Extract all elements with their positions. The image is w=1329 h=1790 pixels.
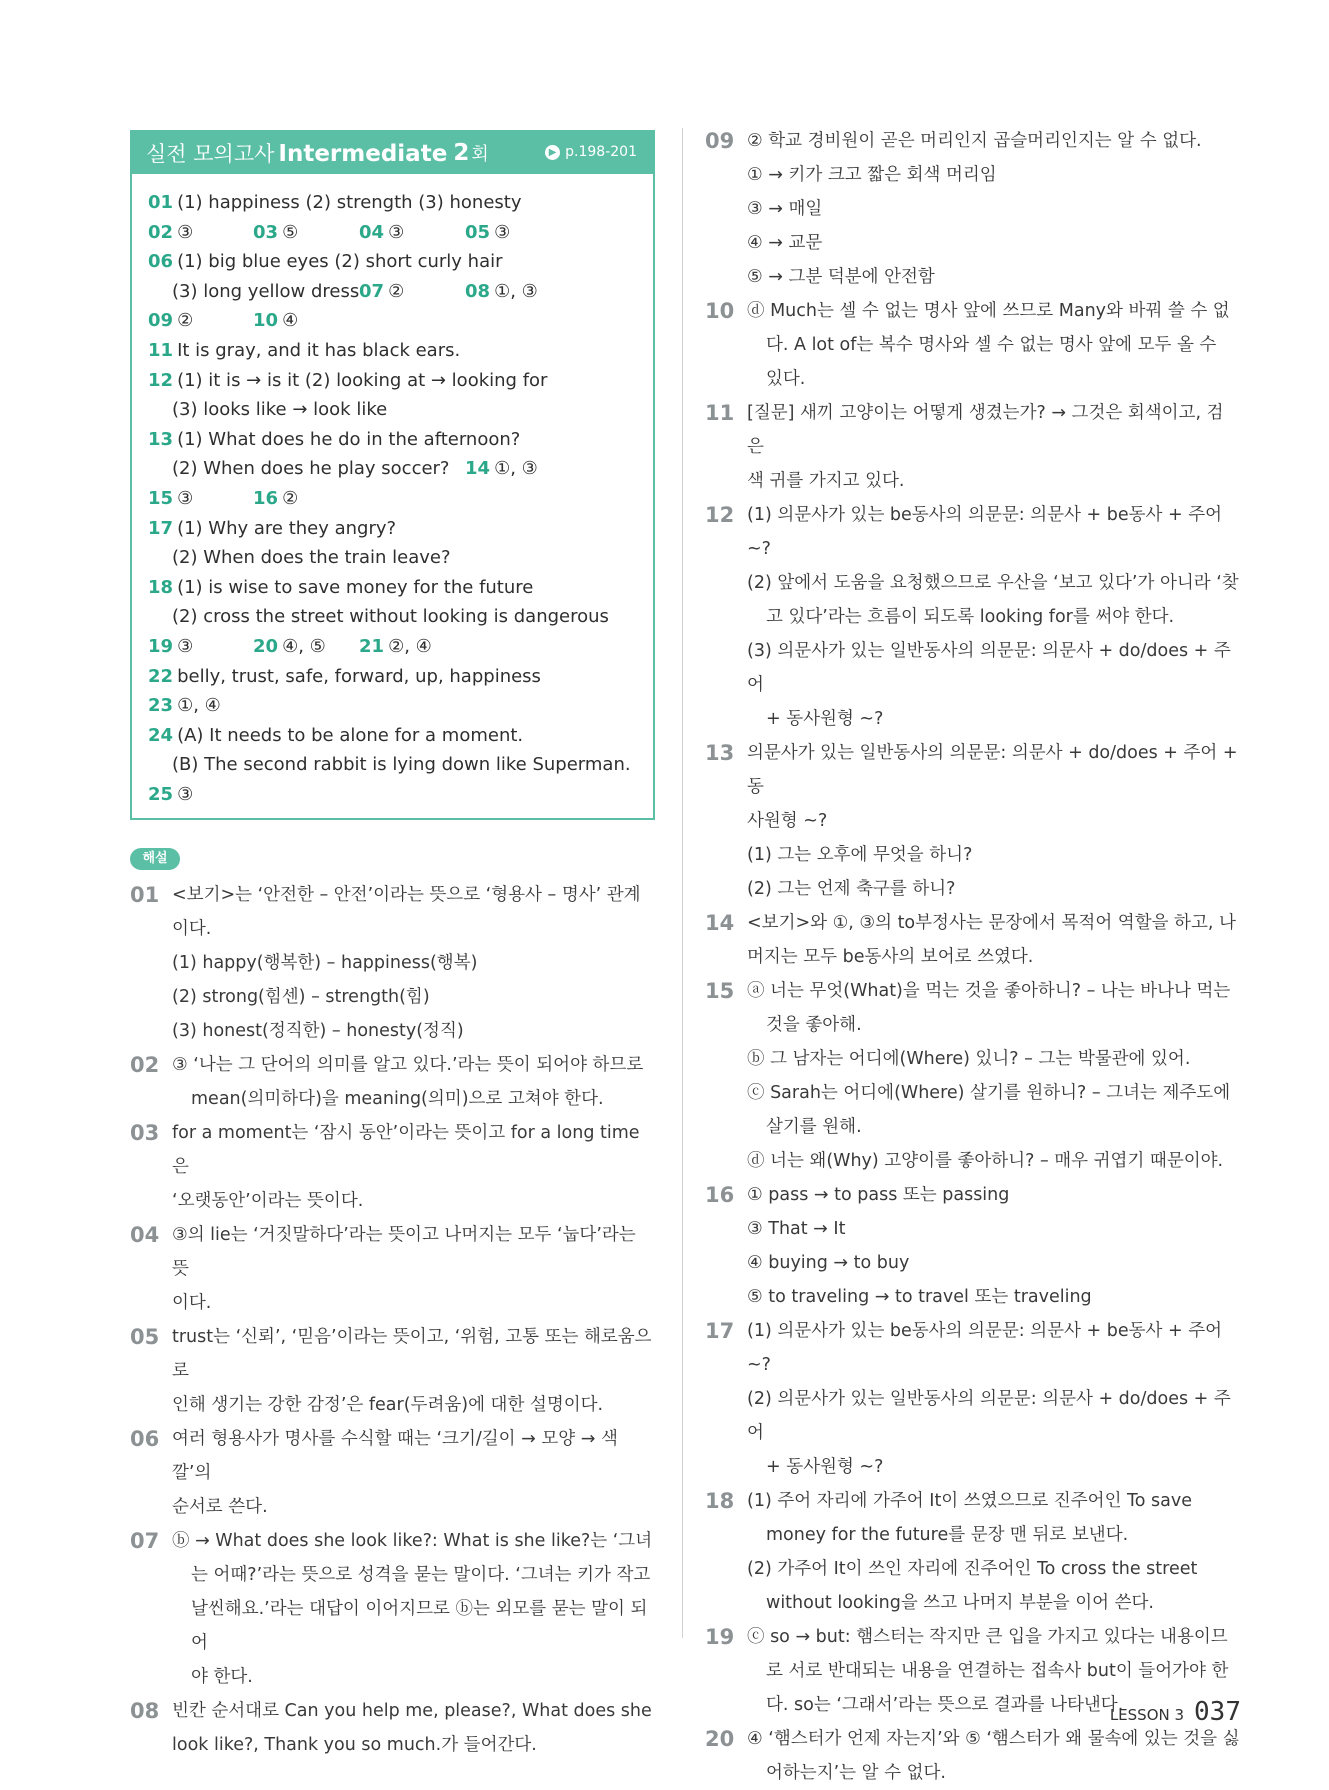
answer-item xyxy=(465,218,510,248)
explanation-entry xyxy=(130,878,655,1048)
answer-item xyxy=(148,484,193,514)
explanation-entry xyxy=(705,906,1240,974)
explanation-entry xyxy=(130,1694,655,1762)
explanation-line: 사원형 ~? xyxy=(747,811,828,831)
explanation-line: 다. so는 ‘그래서’라는 뜻으로 결과를 나타낸다. xyxy=(766,1695,1124,1715)
answer-row xyxy=(148,454,637,484)
page-reference: ▶ p.198-201 xyxy=(545,144,637,160)
explanation-entry xyxy=(705,498,1240,736)
column-divider xyxy=(682,128,683,1638)
answer-text: (2) cross the street without looking is dangerous xyxy=(172,606,609,628)
answer-number: 14 xyxy=(465,458,491,480)
explanation-line: ③ That → It xyxy=(747,1219,846,1239)
answer-text: It is gray, and it has black ears. xyxy=(177,339,461,361)
answer-item xyxy=(359,218,404,248)
answer-number: 06 xyxy=(148,251,174,273)
answer-row xyxy=(148,573,637,603)
answer-item xyxy=(253,632,326,662)
explanation-line: 야 한다. xyxy=(191,1667,253,1687)
explanation-line: without looking을 쓰고 나머지 부분을 이어 쓴다. xyxy=(766,1593,1154,1613)
explanation-line: ⓓ Much는 셀 수 없는 명사 앞에 쓰므로 Many와 바꿔 쓸 수 없 xyxy=(747,301,1230,321)
question-number: 13 xyxy=(705,741,735,765)
answer-row xyxy=(148,780,637,810)
question-number: 16 xyxy=(705,1183,735,1207)
explanation-line: ⓒ so → but: 햄스터는 작지만 큰 입을 가지고 있다는 내용이므 xyxy=(747,1627,1228,1647)
answer-row xyxy=(148,662,637,692)
explanation-line: look like?, Thank you so much.가 들어간다. xyxy=(172,1735,537,1755)
explanation-line: 살기를 원해. xyxy=(766,1117,862,1137)
test-number: 2 xyxy=(453,140,470,166)
explanation-line: (2) 그는 언제 축구를 하니? xyxy=(747,879,956,899)
answer-number: 08 xyxy=(465,280,491,302)
answer-text: (B) The second rabbit is lying down like Superman. xyxy=(172,754,631,776)
answer-item xyxy=(172,454,450,484)
answer-item xyxy=(172,750,631,780)
answer-item xyxy=(148,366,547,396)
explanation-subline: ① → 키가 크고 짧은 회색 머리임 xyxy=(747,165,997,185)
explanation-line: for a moment는 ‘잠시 동안’이라는 뜻이고 for a long time은 xyxy=(172,1123,640,1177)
explanation-line: 는 어때?’라는 뜻으로 성격을 묻는 말이다. ‘그녀는 키가 작고 xyxy=(191,1565,651,1585)
answer-item xyxy=(172,543,451,573)
answer-text: (3) looks like → look like xyxy=(172,399,388,421)
explanation-line: 의문사가 있는 일반동사의 의문문: 의문사 + do/does + 주어 + 동 xyxy=(747,743,1238,797)
answer-number: 05 xyxy=(465,221,491,243)
explanation-line: trust는 ‘신뢰’, ‘믿음’이라는 뜻이고, ‘위험, 고통 또는 해로움으로 xyxy=(172,1327,652,1381)
explanation-line: (2) 의문사가 있는 일반동사의 의문문: 의문사 + do/does + 주어 xyxy=(747,1389,1231,1443)
answer-key-header xyxy=(132,132,653,174)
explanation-line: 이다. xyxy=(172,1293,212,1313)
explanation-line: (2) 앞에서 도움을 요청했으므로 우산을 ‘보고 있다’가 아니라 ‘찾 xyxy=(747,573,1239,593)
explanation-line: ⓐ 너는 무엇(What)을 먹는 것을 좋아하니? – 나는 바나나 먹는 xyxy=(747,981,1231,1001)
answer-text: (3) long yellow dress xyxy=(172,280,360,302)
answer-row xyxy=(148,395,637,425)
answer-number: 11 xyxy=(148,339,174,361)
answer-row xyxy=(148,721,637,751)
explanation-line: (2) 가주어 It이 쓰인 자리에 진주어인 To cross the street xyxy=(747,1559,1198,1579)
explanation-line: (1) 그는 오후에 무엇을 하니? xyxy=(747,845,973,865)
answer-number: 13 xyxy=(148,428,174,450)
answer-number: 09 xyxy=(148,310,174,332)
answer-item xyxy=(465,454,538,484)
answer-text: ③ xyxy=(388,221,405,243)
explanation-entry xyxy=(130,1320,655,1422)
answer-text: (2) When does he play soccer? xyxy=(172,458,450,480)
answer-item xyxy=(148,188,522,218)
explanation-entry xyxy=(705,736,1240,906)
answer-text: ③ xyxy=(177,635,194,657)
answer-item xyxy=(172,602,609,632)
explanation-line: ⓑ → What does she look like?: What is she like?는 ‘그녀 xyxy=(172,1531,653,1551)
answer-row xyxy=(148,188,637,218)
question-number: 08 xyxy=(130,1699,160,1723)
explanation-entry xyxy=(705,1314,1240,1484)
explanation-line: + 동사원형 ~? xyxy=(766,709,884,729)
explanation-entry xyxy=(130,1422,655,1524)
answer-item xyxy=(148,218,193,248)
answer-item xyxy=(359,632,432,662)
answer-number: 16 xyxy=(253,487,279,509)
explanation-line: + 동사원형 ~? xyxy=(766,1457,884,1477)
answer-text: ③ xyxy=(177,221,194,243)
answer-number: 01 xyxy=(148,192,174,213)
explanation-subline: ④ → 교문 xyxy=(747,233,823,253)
answer-number: 15 xyxy=(148,487,174,509)
answer-number: 23 xyxy=(148,695,174,717)
answer-item xyxy=(253,484,298,514)
answer-text: ⑤ xyxy=(282,221,299,243)
explanation-line: 날씬해요.’라는 대답이 이어지므로 ⓑ는 외모를 묻는 말이 되어 xyxy=(191,1599,648,1653)
answer-text: ② xyxy=(282,487,299,509)
answer-number: 20 xyxy=(253,635,279,657)
question-number: 01 xyxy=(130,883,160,907)
explanation-line: 로 서로 반대되는 내용을 연결하는 접속사 but이 들어가야 한 xyxy=(766,1661,1229,1681)
answer-row xyxy=(148,218,637,248)
answer-text: ①, ③ xyxy=(494,458,538,480)
answer-item xyxy=(172,395,387,425)
explanation-entry xyxy=(705,124,1240,294)
explanation-line: ① pass → to pass 또는 passing xyxy=(747,1185,1010,1205)
question-number: 12 xyxy=(705,503,735,527)
explanation-entry xyxy=(705,1484,1240,1620)
explanation-line: ⓒ Sarah는 어디에(Where) 살기를 원하니? – 그녀는 제주도에 xyxy=(747,1083,1231,1103)
explanation-line: 색 귀를 가지고 있다. xyxy=(747,471,905,491)
explanation-line: 머지는 모두 be동사의 보어로 쓰였다. xyxy=(747,947,1034,967)
explanation-list-left xyxy=(130,878,655,1762)
answer-item xyxy=(253,218,298,248)
answer-row xyxy=(148,336,637,366)
answer-number: 03 xyxy=(253,221,279,243)
left-column xyxy=(130,130,655,820)
explanation-line: (1) 의문사가 있는 be동사의 의문문: 의문사 + be동사 + 주어 ~? xyxy=(747,1321,1223,1375)
answer-row xyxy=(148,691,637,721)
answer-text: belly, trust, safe, forward, up, happiness xyxy=(177,665,541,687)
explanation-line: 것을 좋아해. xyxy=(766,1015,862,1035)
answer-text: ② xyxy=(388,280,405,302)
answer-item xyxy=(148,780,193,810)
answer-text: (1) is wise to save money for the future xyxy=(177,576,534,598)
question-number: 14 xyxy=(705,911,735,935)
answer-text: (A) It needs to be alone for a moment. xyxy=(177,724,524,746)
question-number: 19 xyxy=(705,1625,735,1649)
answer-item xyxy=(148,336,460,366)
explanation-line: 다. A lot of는 복수 명사와 셀 수 없는 명사 앞에 모두 올 수 xyxy=(766,335,1217,355)
question-number: 02 xyxy=(130,1053,160,1077)
answer-item xyxy=(148,573,533,603)
explanation-line: ③ ‘나는 그 단어의 의미를 알고 있다.’라는 뜻이 되어야 하므로 xyxy=(172,1055,644,1075)
answer-text: ①, ④ xyxy=(177,695,221,717)
answer-text: (2) When does the train leave? xyxy=(172,547,451,569)
answer-text: (1) it is → is it (2) looking at → looking for xyxy=(177,369,548,391)
answer-item xyxy=(172,277,359,307)
explanation-entry xyxy=(705,1178,1240,1314)
answer-number: 21 xyxy=(359,635,385,657)
answer-number: 25 xyxy=(148,783,174,805)
arrow-right-icon: ▶ xyxy=(545,145,560,160)
answer-text: (1) What does he do in the afternoon? xyxy=(177,428,521,450)
answer-item xyxy=(253,306,298,336)
explanation-subline: (3) honest(정직한) – honesty(정직) xyxy=(172,1021,464,1041)
answer-text: (1) big blue eyes (2) short curly hair xyxy=(177,251,503,273)
answer-number: 02 xyxy=(148,221,174,243)
question-number: 06 xyxy=(130,1427,160,1451)
answer-text: ①, ③ xyxy=(494,280,538,302)
answer-row xyxy=(148,484,637,514)
explanation-line: ⑤ to traveling → to travel 또는 traveling xyxy=(747,1287,1092,1307)
explanation-line: ④ buying → to buy xyxy=(747,1253,910,1273)
explanation-entry xyxy=(705,396,1240,498)
page-footer xyxy=(1110,1697,1241,1727)
explanation-line: [질문] 새끼 고양이는 어떻게 생겼는가? → 그것은 회색이고, 검은 xyxy=(747,403,1224,457)
answer-text: ③ xyxy=(177,487,194,509)
question-number: 05 xyxy=(130,1325,160,1349)
explanation-entry xyxy=(705,294,1240,396)
answer-number: 19 xyxy=(148,635,174,657)
explanation-subline: (1) happy(행복한) – happiness(행복) xyxy=(172,953,478,973)
answer-number: 24 xyxy=(148,724,174,746)
explanation-line: ② 학교 경비원이 곧은 머리인지 곱슬머리인지는 알 수 없다. xyxy=(747,131,1202,151)
answer-item xyxy=(148,662,541,692)
answer-row xyxy=(148,277,637,307)
explanation-list-right xyxy=(705,124,1240,1790)
answer-row xyxy=(148,306,637,336)
explanation-entry xyxy=(705,974,1240,1178)
answer-text: (1) happiness (2) strength (3) honesty xyxy=(177,192,522,213)
answer-key-title: 실전 모의고사 Intermediate xyxy=(146,141,448,167)
explanation-line: 있다. xyxy=(766,369,806,389)
answer-number: 22 xyxy=(148,665,174,687)
explanation-line: 여러 형용사가 명사를 수식할 때는 ‘크기/길이 → 모양 → 색깔’의 xyxy=(172,1429,618,1483)
answer-number: 18 xyxy=(148,576,174,598)
answer-key-list xyxy=(132,174,653,809)
explanation-entry xyxy=(130,1116,655,1218)
explanation-line: 이다. xyxy=(172,919,212,939)
answer-text: ②, ④ xyxy=(388,635,432,657)
explanation-line: 어하는지’는 알 수 없다. xyxy=(766,1763,946,1783)
answer-item xyxy=(465,277,538,307)
test-number-suffix: 회 xyxy=(471,144,489,165)
explanation-line: (3) 의문사가 있는 일반동사의 의문문: 의문사 + do/does + 주어 xyxy=(747,641,1231,695)
question-number: 09 xyxy=(705,129,735,153)
answer-number: 07 xyxy=(359,280,385,302)
explanation-line: 빈칸 순서대로 Can you help me, please?, What does she xyxy=(172,1701,652,1721)
explanation-subline: ⑤ → 그분 덕분에 안전함 xyxy=(747,267,935,287)
answer-text: (1) Why are they angry? xyxy=(177,517,397,539)
answer-row xyxy=(148,366,637,396)
answer-key-box xyxy=(130,130,655,820)
explanation-line: (1) 의문사가 있는 be동사의 의문문: 의문사 + be동사 + 주어 ~? xyxy=(747,505,1223,559)
answer-row xyxy=(148,602,637,632)
explanation-line: mean(의미하다)을 meaning(의미)으로 고쳐야 한다. xyxy=(191,1089,604,1109)
answer-item xyxy=(148,721,523,751)
answer-row xyxy=(148,514,637,544)
answer-row xyxy=(148,543,637,573)
answer-item xyxy=(148,691,221,721)
explanation-entry xyxy=(130,1524,655,1694)
answer-row xyxy=(148,632,637,662)
explanation-line: ⓓ 너는 왜(Why) 고양이를 좋아하니? – 매우 귀엽기 때문이야. xyxy=(747,1151,1224,1171)
explanation-line: ④ ‘햄스터가 언제 자는지’와 ⑤ ‘햄스터가 왜 물속에 있는 것을 싫 xyxy=(747,1729,1240,1749)
question-number: 18 xyxy=(705,1489,735,1513)
page-number: 037 xyxy=(1194,1697,1241,1727)
question-number: 17 xyxy=(705,1319,735,1343)
question-number: 20 xyxy=(705,1727,735,1751)
answer-number: 10 xyxy=(253,310,279,332)
answer-number: 04 xyxy=(359,221,385,243)
answer-item xyxy=(359,277,404,307)
explanation-entry xyxy=(130,1048,655,1116)
question-number: 11 xyxy=(705,401,735,425)
explanation-entry xyxy=(130,1218,655,1320)
question-number: 10 xyxy=(705,299,735,323)
explanation-tag: 해설 xyxy=(130,848,180,870)
explanation-line: 인해 생기는 강한 감정’은 fear(두려움)에 대한 설명이다. xyxy=(172,1395,604,1415)
explanation-line: money for the future를 문장 맨 뒤로 보낸다. xyxy=(766,1525,1129,1545)
answer-item xyxy=(148,306,193,336)
explanation-line: <보기>는 ‘안전한 – 안전’이라는 뜻으로 ‘형용사 – 명사’ 관계 xyxy=(172,885,641,905)
explanation-entry xyxy=(705,1722,1240,1790)
explanation-line: 순서로 쓴다. xyxy=(172,1497,268,1517)
answer-row xyxy=(148,425,637,455)
answer-text: ④, ⑤ xyxy=(282,635,326,657)
explanation-subline: ③ → 매일 xyxy=(747,199,823,219)
answer-item xyxy=(148,425,520,455)
answer-row xyxy=(148,247,637,277)
question-number: 07 xyxy=(130,1529,160,1553)
explanation-line: ‘오랫동안’이라는 뜻이다. xyxy=(172,1191,364,1211)
answer-text: ③ xyxy=(494,221,511,243)
question-number: 03 xyxy=(130,1121,160,1145)
explanation-line: ③의 lie는 ‘거짓말하다’라는 뜻이고 나머지는 모두 ‘눕다’라는 뜻 xyxy=(172,1225,636,1279)
answer-item xyxy=(148,632,193,662)
explanation-line: (1) 주어 자리에 가주어 It이 쓰였으므로 진주어인 To save xyxy=(747,1491,1192,1511)
lesson-label: LESSON 3 xyxy=(1109,1706,1185,1724)
answer-text: ④ xyxy=(282,310,299,332)
explanation-line: 고 있다’라는 흐름이 되도록 looking for를 써야 한다. xyxy=(766,607,1175,627)
answer-item xyxy=(148,514,396,544)
answer-number: 12 xyxy=(148,369,174,391)
explanation-line: <보기>와 ①, ③의 to부정사는 문장에서 목적어 역할을 하고, 나 xyxy=(747,913,1236,933)
answer-item xyxy=(148,247,503,277)
question-number: 04 xyxy=(130,1223,160,1247)
answer-number: 17 xyxy=(148,517,174,539)
explanation-subline: (2) strong(힘센) – strength(힘) xyxy=(172,987,430,1007)
question-number: 15 xyxy=(705,979,735,1003)
answer-text: ② xyxy=(177,310,194,332)
answer-text: ③ xyxy=(177,783,194,805)
explanation-line: ⓑ 그 남자는 어디에(Where) 있니? – 그는 박물관에 있어. xyxy=(747,1049,1191,1069)
answer-row xyxy=(148,750,637,780)
